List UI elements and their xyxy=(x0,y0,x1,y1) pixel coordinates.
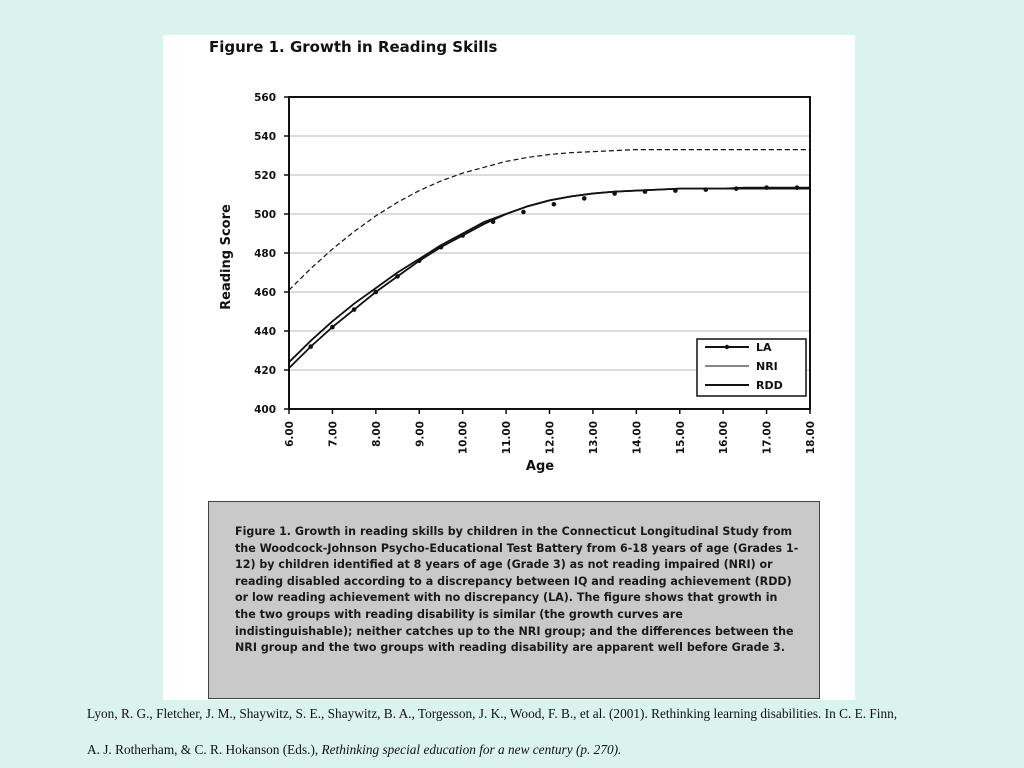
series-marker-la xyxy=(582,196,587,201)
tick-layer xyxy=(254,92,817,454)
citation-book-title: Rethinking special education for a new century (p. 270). xyxy=(321,742,622,757)
tick-label-y-420: 420 xyxy=(254,365,276,377)
tick-label-x-8.00: 8.00 xyxy=(370,421,383,447)
citation-line-1: Lyon, R. G., Fletcher, J. M., Shaywitz, S. E., Shaywitz, B. A., Torgesson, J. K., Wood, F. B., et al. (2001). Rethinking learning disabilities. In C. E. Finn, xyxy=(87,706,898,721)
tick-label-y-560: 560 xyxy=(254,92,276,104)
tick-label-y-500: 500 xyxy=(254,209,276,221)
tick-label-x-17.00: 17.00 xyxy=(761,421,774,455)
series-line-nri xyxy=(289,150,810,291)
series-marker-la xyxy=(330,325,335,330)
x-axis-title: Age xyxy=(525,459,555,474)
tick-label-x-12.00: 12.00 xyxy=(544,421,557,455)
series-marker-la xyxy=(521,210,526,215)
citation-authors: A. J. Rotherham, & C. R. Hokanson (Eds.), xyxy=(87,742,322,757)
tick-label-y-460: 460 xyxy=(254,287,276,299)
legend-marker-la xyxy=(725,345,729,349)
grid-layer xyxy=(289,136,810,370)
caption-box xyxy=(208,501,820,699)
citation-line-2 xyxy=(87,742,987,758)
tick-label-x-10.00: 10.00 xyxy=(457,421,470,455)
figure-title: Figure 1. Growth in Reading Skills xyxy=(209,38,498,56)
series-marker-la xyxy=(352,307,357,312)
tick-label-y-440: 440 xyxy=(254,326,276,338)
tick-label-y-540: 540 xyxy=(254,131,276,143)
tick-label-y-480: 480 xyxy=(254,248,276,260)
legend xyxy=(697,339,806,396)
tick-label-x-15.00: 15.00 xyxy=(674,421,687,455)
tick-label-x-16.00: 16.00 xyxy=(718,421,731,455)
tick-label-y-400: 400 xyxy=(254,404,276,416)
tick-label-x-7.00: 7.00 xyxy=(327,421,340,447)
series-marker-la xyxy=(308,344,313,349)
tick-label-x-18.00: 18.00 xyxy=(805,421,817,455)
series-marker-la xyxy=(552,202,557,207)
tick-label-x-14.00: 14.00 xyxy=(631,421,644,455)
legend-label-la: LA xyxy=(756,341,772,354)
series-layer xyxy=(289,150,810,369)
series-marker-la xyxy=(374,290,379,295)
figure-caption: Figure 1. Growth in reading skills by children in the Connecticut Longitudinal Study from the Woodcock-Johnson Psycho-Educational Test Battery from 6-18 years of age (Grades 1-12) by children identified at 8 years of age (Grade 3) as not reading impaired (NRI) or reading disabled according to a discrepancy between IQ and reading achievement (RDD) or low reading achievement with no discrepancy (LA). The figure shows that growth in the two groups with reading disability is similar (the growth curves are indistinguishable); neither catches up to the NRI group; and the differences between the NRI group and the two groups with reading disability are apparent well before Grade 3. xyxy=(235,525,799,655)
series-marker-la xyxy=(395,274,400,279)
tick-label-y-520: 520 xyxy=(254,170,276,182)
series-line-rdd xyxy=(289,189,810,363)
legend-label-rdd: RDD xyxy=(756,379,783,392)
tick-label-x-6.00: 6.00 xyxy=(284,421,296,447)
tick-label-x-13.00: 13.00 xyxy=(587,421,600,455)
tick-label-x-9.00: 9.00 xyxy=(414,421,427,447)
legend-label-nri: NRI xyxy=(756,360,778,373)
tick-label-x-11.00: 11.00 xyxy=(501,421,514,455)
y-axis-title: Reading Score xyxy=(219,204,234,310)
